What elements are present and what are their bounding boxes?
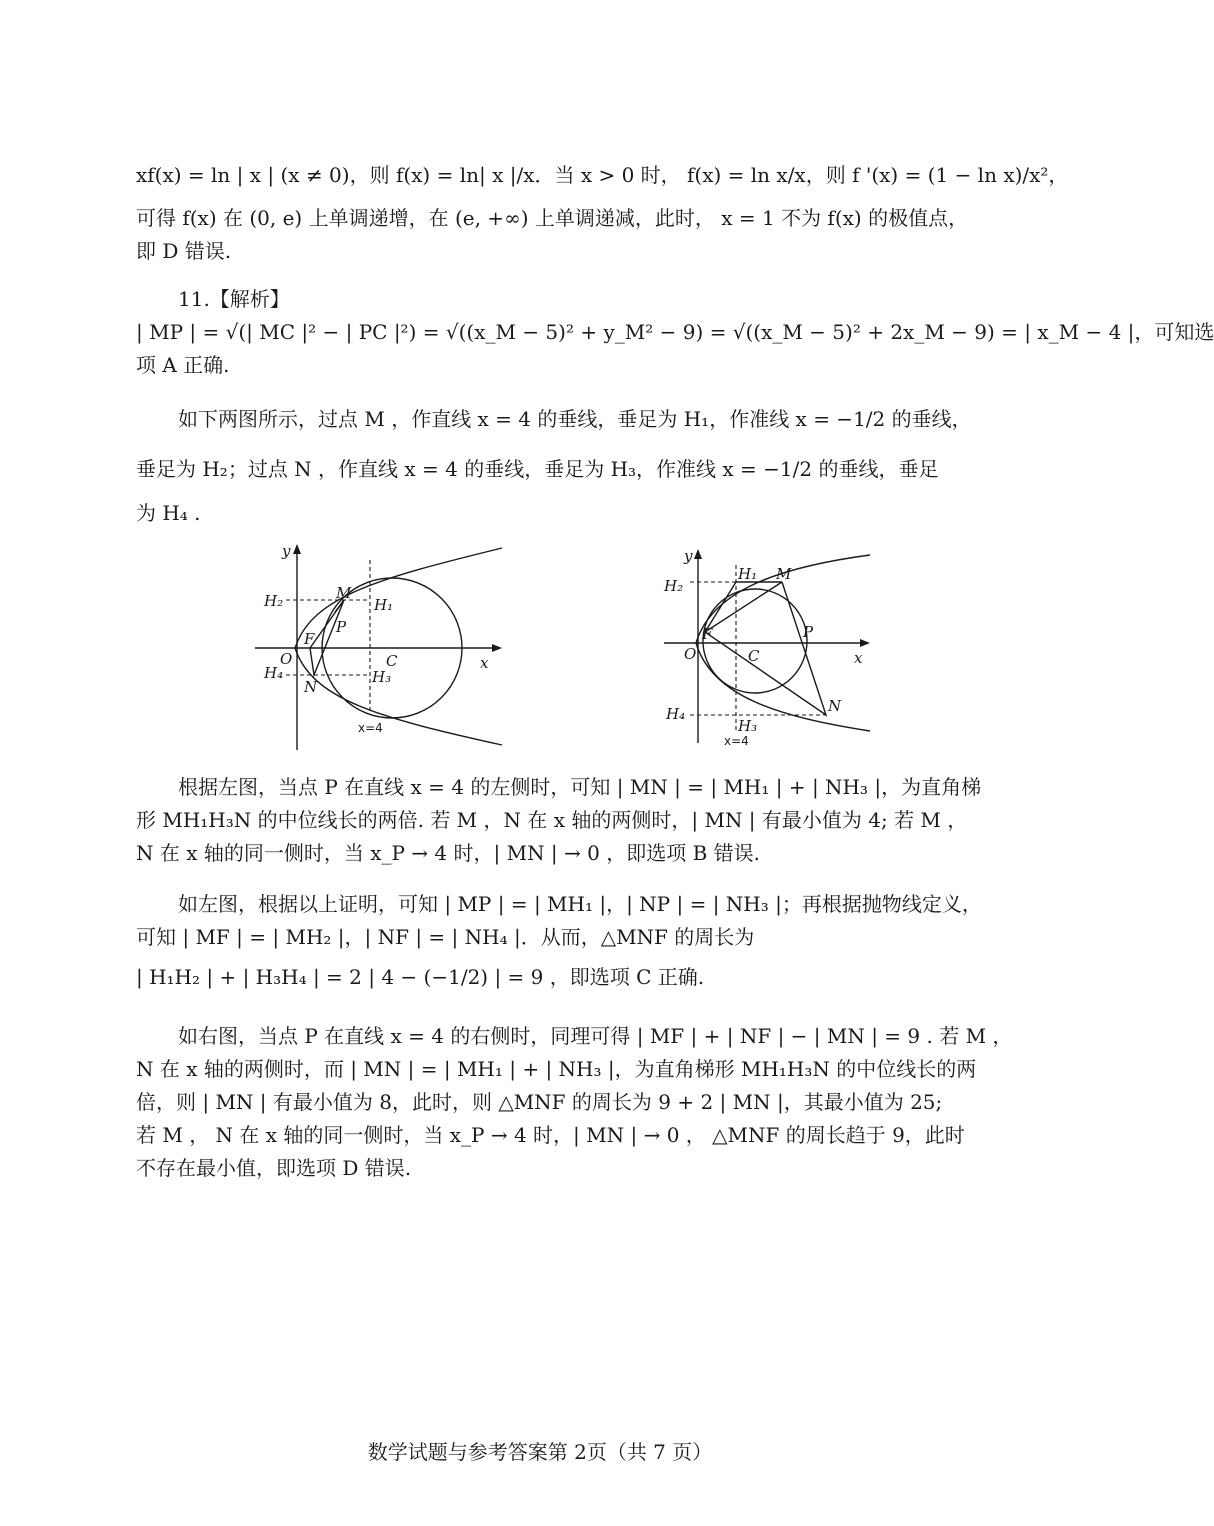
text-line-19: 若 M ， N 在 x 轴的同一侧时，当 x_P → 4 时，| MN | → 0 ， △MNF 的周长趋于 9，此时 [136, 1123, 965, 1147]
text-line-10: 根据左图，当点 P 在直线 x = 4 的左侧时，可知 | MN | = | MH₁ | + | NH₃ |，为直角梯 [178, 775, 982, 799]
text-line-17: N 在 x 轴的两侧时，而 | MN | = | MH₁ | + | NH₃ |，为直角梯形 MH₁H₃N 的中位线长的两 [136, 1057, 977, 1081]
text-line-15: | H₁H₂ | + | H₃H₄ | = 2 | 4 − (−1/2) | = 9 ，即选项 C 正确. [136, 965, 705, 989]
label-f: F [702, 625, 713, 643]
triangle-mnf [310, 600, 344, 675]
label-h1: H₁ [374, 596, 394, 614]
text-line-16: 如右图，当点 P 在直线 x = 4 的右侧时，同理可得 | MF | + | NF | − | MN | = 9 . 若 M ， [178, 1024, 1013, 1048]
text-line-7: 如下两图所示，过点 M ，作直线 x = 4 的垂线，垂足为 H₁，作准线 x = −1/2 的垂线， [178, 407, 972, 431]
text-line-1: xf(x) = ln | x | (x ≠ 0)，则 f(x) = ln| x |/x．当 x > 0 时， f(x) = ln x/x，则 f '(x) = (1 − ln x)/x²， [136, 163, 1069, 187]
label-h3: H₃ [738, 717, 758, 735]
label-o: O [684, 645, 697, 663]
label-o: O [280, 650, 293, 668]
text-line-5: | MP | = √(| MC |² − | PC |²) = √((x_M − 5)² + y_M² − 9) = √((x_M − 5)² + 2x_M − 9) = | x_M − 4 |，可知选 [136, 320, 1214, 344]
label-h3: H₃ [372, 668, 392, 686]
text-line-20: 不存在最小值，即选项 D 错误. [136, 1156, 412, 1180]
label-x: x [480, 654, 489, 672]
x-axis-arrow-icon [860, 639, 870, 647]
text-line-8: 垂足为 H₂；过点 N ，作直线 x = 4 的垂线，垂足为 H₃，作准线 x = −1/2 的垂线，垂足 [136, 457, 939, 481]
label-n: N [304, 678, 318, 696]
label-n: N [828, 697, 842, 715]
text-line-2: 可得 f(x) 在 (0, e) 上单调递增，在 (e, +∞) 上单调递减，此时， x = 1 不为 f(x) 的极值点， [136, 206, 969, 230]
label-c: C [386, 652, 398, 670]
label-p: P [803, 623, 814, 641]
text-line-9: 为 H₄ . [136, 501, 201, 525]
y-axis-arrow-icon [694, 549, 702, 559]
page-footer: 数学试题与参考答案第 2页（共 7 页） [367, 1440, 713, 1464]
figure-left [250, 540, 520, 755]
label-x: x [854, 649, 863, 667]
text-line-12: N 在 x 轴的同一侧时，当 x_P → 4 时，| MN | → 0 ，即选项 B 错误. [136, 841, 760, 865]
label-x-eq-4: x=4 [724, 734, 749, 748]
label-y: y [282, 542, 291, 560]
text-line-4: 11.【解析】 [178, 287, 290, 311]
label-h4: H₄ [666, 705, 686, 723]
figure-right [660, 545, 880, 755]
label-h4: H₄ [264, 664, 284, 682]
label-h1: H₁ [738, 565, 758, 583]
text-line-11: 形 MH₁H₃N 的中位线长的两倍. 若 M ，N 在 x 轴的两侧时，| MN | 有最小值为 4; 若 M ， [136, 808, 968, 832]
text-line-14: 可知 | MF | = | MH₂ |，| NF | = | NH₄ |．从而，△MNF 的周长为 [136, 925, 755, 949]
y-axis-arrow-icon [293, 544, 301, 554]
label-h2: H₂ [264, 592, 284, 610]
text-line-13: 如左图，根据以上证明，可知 | MP | = | MH₁ |，| NP | = | NH₃ |；再根据抛物线定义， [178, 892, 982, 916]
label-y: y [684, 547, 693, 565]
label-h2: H₂ [664, 577, 684, 595]
text-line-6: 项 A 正确. [136, 353, 230, 377]
label-c: C [748, 647, 760, 665]
text-line-3: 即 D 错误. [136, 239, 232, 263]
label-f: F [304, 630, 315, 648]
label-p: P [336, 618, 347, 636]
x-axis-arrow-icon [492, 644, 502, 652]
label-m: M [336, 584, 352, 602]
label-x-eq-4: x=4 [358, 721, 383, 735]
label-m: M [776, 565, 792, 583]
text-line-18: 倍，则 | MN | 有最小值为 8，此时，则 △MNF 的周长为 9 + 2 | MN |，其最小值为 25; [136, 1090, 943, 1114]
